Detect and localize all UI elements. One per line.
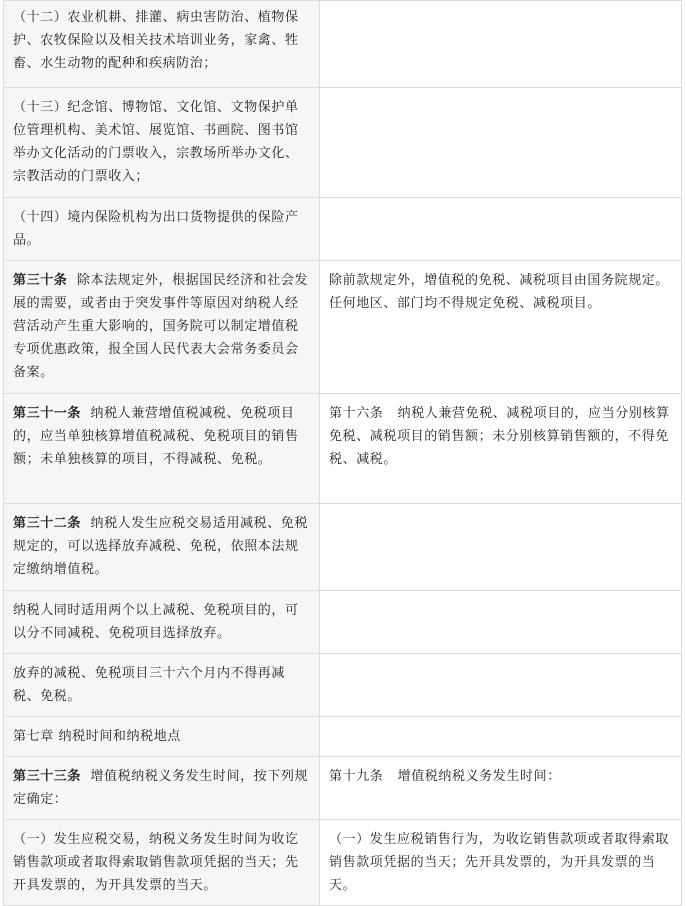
article-number: 第三十一条 — [13, 406, 82, 421]
new-law-cell: 放弃的减税、免税项目三十六个月内不得再减税、免税。 — [4, 654, 320, 717]
new-law-cell: （十二）农业机耕、排灌、病虫害防治、植物保护、农牧保险以及相关技术培训业务，家禽、牲畜、水生动物的配种和疾病防治； — [4, 1, 320, 88]
old-law-cell — [320, 757, 682, 820]
old-law-cell: （一）发生应税销售行为，为收讫销售款项或者取得索取销售款项凭据的当天；先开具发票的，为开具发票的当天。 — [320, 820, 682, 906]
new-law-cell — [4, 394, 320, 504]
old-law-cell: 除前款规定外，增值税的免税、减税项目由国务院规定。任何地区、部门均不得规定免税、减税项目。 — [320, 261, 682, 394]
article-number: 第三十条 — [13, 273, 68, 288]
old-law-cell — [320, 88, 682, 198]
article-text: 纳税人发生应税交易适用减税、免税规定的，可以选择放弃减税、免税，依照本法规定缴纳增值税。 — [13, 516, 309, 577]
old-law-cell — [320, 504, 682, 591]
article-number: 第三十二条 — [13, 516, 82, 531]
table-row — [4, 198, 682, 261]
new-law-cell: （十四）境内保险机构为出口货物提供的保险产品。 — [4, 198, 320, 261]
article-number: 第三十三条 — [13, 769, 82, 784]
old-law-cell — [320, 198, 682, 261]
table-row — [4, 394, 682, 504]
table-row — [4, 261, 682, 394]
table-row — [4, 504, 682, 591]
new-law-cell — [4, 504, 320, 591]
new-law-cell — [4, 757, 320, 820]
new-law-cell: （十三）纪念馆、博物馆、文化馆、文物保护单位管理机构、美术馆、展览馆、书画院、图书馆举办文化活动的门票收入，宗教场所举办文化、宗教活动的门票收入； — [4, 88, 320, 198]
old-law-cell — [320, 1, 682, 88]
new-law-cell: 纳税人同时适用两个以上减税、免税项目的，可以分不同减税、免税项目选择放弃。 — [4, 591, 320, 654]
article-text: 除本法规定外，根据国民经济和社会发展的需要，或者由于突发事件等原因对纳税人经营活动产生重大影响的，国务院可以制定增值税专项优惠政策，报全国人民代表大会常务委员会备案。 — [13, 273, 309, 380]
new-law-cell — [4, 261, 320, 394]
law-comparison-table — [3, 0, 682, 906]
old-law-cell — [320, 654, 682, 717]
chapter-heading-cell: 第七章 纳税时间和纳税地点 — [4, 717, 320, 757]
article-text: 增值税纳税义务发生时间，按下列规定确定： — [13, 769, 309, 807]
article-text: 纳税人兼营增值税减税、免税项目的，应当单独核算增值税减税、免税项目的销售额；未单独核算的项目，不得减税、免税。 — [13, 406, 299, 467]
old-law-cell — [320, 591, 682, 654]
new-law-cell: （一）发生应税交易，纳税义务发生时间为收讫销售款项或者取得索取销售款项凭据的当天；先开具发票的，为开具发票的当天。 — [4, 820, 320, 906]
table-row — [4, 88, 682, 198]
article-number: 第十九条 — [329, 769, 384, 784]
table-row — [4, 654, 682, 717]
table-row — [4, 591, 682, 654]
old-law-cell — [320, 394, 682, 504]
table-row — [4, 820, 682, 906]
old-law-cell — [320, 717, 682, 757]
table-row — [4, 717, 682, 757]
article-text: 增值税纳税义务发生时间： — [397, 769, 561, 784]
article-number: 第十六条 — [329, 406, 384, 421]
table-row — [4, 1, 682, 88]
table-row — [4, 757, 682, 820]
article-text: 纳税人兼营免税、减税项目的，应当分别核算免税、减税项目的销售额；未分别核算销售额的，不得免税、减税。 — [329, 406, 670, 467]
